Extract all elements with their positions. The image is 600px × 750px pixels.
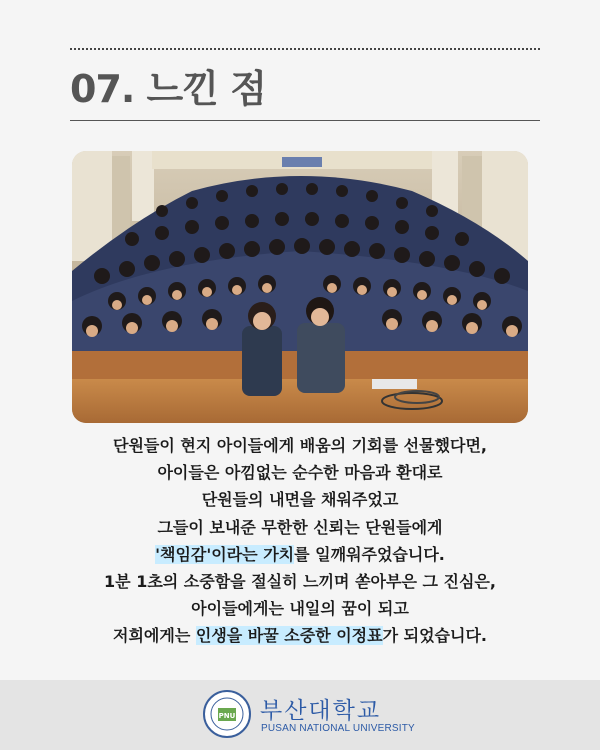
text-line-6: 1분 1초의 소중함을 절실히 느끼며 쏟아부은 그 진심은,: [104, 572, 496, 592]
text-line-1: 단원들이 현지 아이들에게 배움의 기회를 선물했다면,: [113, 436, 487, 455]
reflection-text: [30, 432, 570, 650]
text-line-3: 단원들의 내면을 채워주었고: [201, 490, 399, 510]
text-line-2: 아이들은 아낌없는 순수한 마음과 환대로: [157, 463, 443, 483]
text-line-8-pre: 저희에게는: [113, 626, 196, 646]
text-line-5: [30, 541, 570, 568]
group-photo: [72, 151, 528, 423]
highlight-milestone: 인생을 바꿀 소중한 이정표: [195, 626, 383, 646]
text-line-5-rest: 를 일깨워주었습니다.: [294, 544, 445, 564]
highlight-responsibility: '책임감'이라는 가치: [155, 544, 295, 564]
text-line-8-post: 가 되었습니다.: [382, 626, 487, 646]
top-dotted-divider: [70, 48, 540, 50]
seal-text: PNU: [218, 712, 236, 720]
text-line-7: 아이들에게는 내일의 꿈이 되고: [191, 599, 409, 619]
text-line-8: [30, 622, 570, 649]
university-name-en: PUSAN NATIONAL UNIVERSITY: [261, 723, 415, 734]
university-seal-icon: [202, 689, 252, 739]
text-line-4: 그들이 보내준 무한한 신뢰는 단원들에게: [157, 517, 443, 537]
university-name-ko: 부산대학교: [260, 698, 382, 724]
page-title: 07. 느낀 점: [70, 67, 266, 111]
title-underline: [70, 120, 540, 121]
